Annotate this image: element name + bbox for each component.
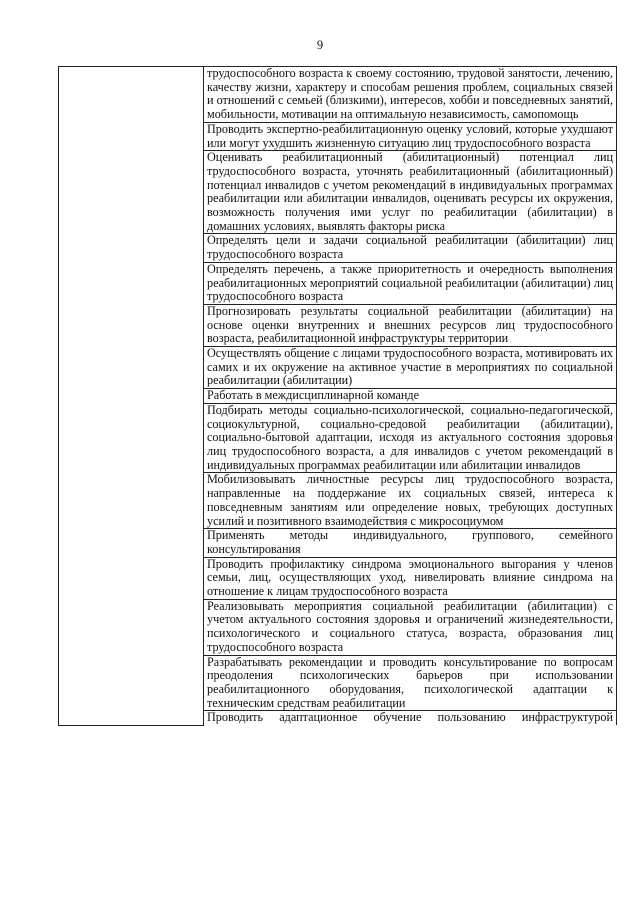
page-number: 9 <box>316 38 324 52</box>
table-cell: Проводить экспертно-реабилитационную оценку условий, которые ухудшают или могут ухудшить жизненную ситуацию лиц трудоспособного возраста <box>204 122 617 150</box>
table-cell: Проводить адаптационное обучение пользованию инфраструктурой <box>204 711 617 726</box>
table-cell: Реализовывать мероприятия социальной реабилитации (абилитации) с учетом актуального состояния здоровья и ограничений жизнедеятельности, психологического и социального статуса, возраста, образования лиц трудоспособного возраста <box>204 599 617 655</box>
table-cell: Применять методы индивидуального, группового, семейного консультирования <box>204 529 617 557</box>
table-cell: Осуществлять общение с лицами трудоспособного возраста, мотивировать их самих и их окружение на активное участие в мероприятиях по социальной реабилитации (абилитации) <box>204 347 617 389</box>
table-cell: Мобилизовывать личностные ресурсы лиц трудоспособного возраста, направленные на поддержание их социальных связей, интереса к повседневным занятиям или определение новых, требующих доступных усилий и позитивного взаимодействия с микросоциумом <box>204 473 617 529</box>
left-column-cell <box>59 67 204 726</box>
skills-table <box>58 66 617 726</box>
table-cell: Работать в междисциплинарной команде <box>204 389 617 404</box>
table-cell: Определять цели и задачи социальной реабилитации (абилитации) лиц трудоспособного возраста <box>204 234 617 262</box>
table-cell: Прогнозировать результаты социальной реабилитации (абилитации) на основе оценки внутренних и внешних ресурсов лиц трудоспособного возраста, реабилитационной инфраструктуры территории <box>204 304 617 346</box>
table-cell: Подбирать методы социально-психологической, социально-педагогической, социокультурной, социально-средовой реабилитации (абилитации), социально-бытовой адаптации, исходя из актуального состояния здоровья лиц трудоспособного возраста, а для инвалидов с учетом рекомендаций в индивидуальных программах реабилитации или абилитации инвалидов <box>204 403 617 473</box>
table-row <box>59 67 617 123</box>
table-cell: Определять перечень, а также приоритетность и очередность выполнения реабилитационных мероприятий социальной реабилитации (абилитации) лиц трудоспособного возраста <box>204 262 617 304</box>
table-cell: Разрабатывать рекомендации и проводить консультирование по вопросам преодоления психологических барьеров при использовании реабилитационного оборудования, психологической адаптации к техническим средствам реабилитации <box>204 655 617 711</box>
table-cell: Оценивать реабилитационный (абилитационный) потенциал лиц трудоспособного возраста, уточнять реабилитационный (абилитационный) потенциал инвалидов с учетом рекомендаций в индивидуальных программах реабилитации или абилитации инвалидов, оценивать ресурсы их окружения, возможность получения ими услуг по реабилитации (абилитации) в домашних условиях, выявлять факторы риска <box>204 151 617 234</box>
table-cell: трудоспособного возраста к своему состоянию, трудовой занятости, лечению, качеству жизни, характеру и способам решения проблем, социальных связей и отношений с семьей (близкими), интересов, хобби и повседневных занятий, мобильности, мотивации на оптимальную независимость, самопомощь <box>204 67 617 123</box>
table-cell: Проводить профилактику синдрома эмоционального выгорания у членов семьи, лиц, осуществляющих уход, нивелировать влияние синдрома на отношение к лицам трудоспособного возраста <box>204 557 617 599</box>
